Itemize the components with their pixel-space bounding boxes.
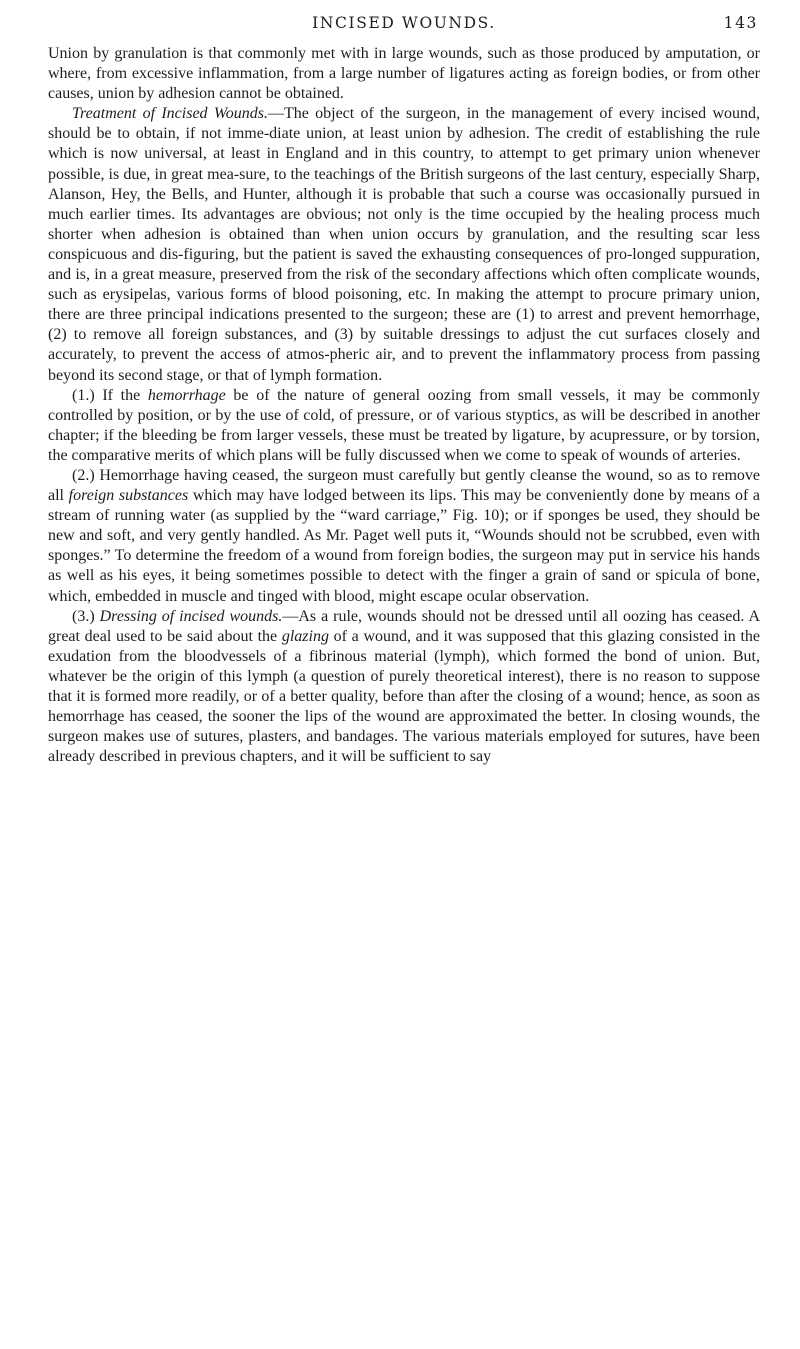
paragraph-text: be of the nature of general oozing from small vessels, it may be commonly controlled by position, or by the use of cold, of pressure, or of various styptics, as will be described in another chapter; if the bleeding be from larger vessels, these must be treated by ligature, by acupressure, or by torsion, the comparative merits of which plans will be fully discussed when we come to speak of wounds of arteries.: [48, 386, 760, 464]
page-number: 143: [723, 14, 758, 32]
paragraph-lead: (3.): [72, 607, 100, 625]
paragraph-text: —The object of the surgeon, in the management of every incised wound, should be to obtain, if not imme-diate union, at least union by adhesion. The credit of establishing the rule which is now universal, at least in England and in this country, to attempt to get primary union whenever possible, is due, in great mea-sure, to the teachings of the British surgeons of the last century, especially Sharp, Alanson, Hey, the Bells, and Hunter, although it is probable that such a course was occasionally pursued in much earlier times. Its advantages are obvious; not only is the time occupied by the healing process much shorter when adhesion is obtained than when union occurs by granulation, and the resulting scar less conspicuous and dis-figuring, but the patient is saved the exhausting consequences of pro-longed suppuration, and is, in a great measure, preserved from the risk of the secondary affections which often complicate wounds, such as erysipelas, various forms of blood poisoning, etc. In making the attempt to procure primary union, there are three principal indications presented to the surgeon; these are (1) to arrest and prevent hemorrhage, (2) to remove all foreign substances, and (3) by suitable dressings to adjust the cut surfaces closely and accurately, to prevent the access of atmos-pheric air, and to prevent the inflammatory process from passing beyond its second stage, or that of lymph formation.: [48, 105, 760, 384]
running-head: [48, 14, 760, 38]
paragraph-lead: (2.) Hemorrhage having ceased, the surgeon must carefully but gently cleanse the wound, so as to remove all: [48, 466, 760, 505]
body-text: [48, 44, 760, 767]
paragraph-text: Union by granulation is that commonly met with in large wounds, such as those produced by amputation, or where, from excessive inflammation, from a large number of ligatures acting as foreign bodies, or from other causes, union by adhesion cannot be obtained.: [48, 45, 760, 103]
emphasis-term: hemorrhage: [147, 386, 226, 404]
emphasis-term: foreign substances: [68, 487, 189, 505]
paragraph-lead: (1.) If the: [72, 386, 148, 404]
paragraph-text: of a wound, and it was supposed that this glazing consisted in the exudation from the bloodvessels of a fibrinous material (lymph), which formed the bond of union. But, whatever be the origin of this lymph (a question of purely theoretical interest), there is no reason to suppose that it is formed more readily, or of a better quality, before than after the closing of a wound; hence, as soon as hemorrhage has ceased, the sooner the lips of the wound are approximated the better. In closing wounds, the surgeon makes use of sutures, plasters, and bandages. The various materials employed for sutures, have been already described in previous chapters, and it will be sufficient to say: [48, 627, 761, 766]
paragraph-hemorrhage: [48, 386, 760, 466]
paragraph-text: which may have lodged between its lips. This may be conveniently done by means of a stream of running water (as supplied by the “ward carriage,” Fig. 10); or if sponges be used, they should be new and soft, and very gently handled. As Mr. Paget well puts it, “Wounds should not be scrubbed, even with sponges.” To determine the freedom of a wound from foreign bodies, the surgeon may put in service his hands as well as his eyes, it being sometimes possible to detect with the finger a grain of sand or spicula of bone, which, embedded in muscle and tinged with blood, might escape ocular observation.: [48, 487, 760, 605]
book-page: [48, 14, 760, 767]
emphasis-term: glazing: [281, 627, 329, 645]
paragraph-dressing: [48, 607, 760, 768]
section-heading: Dressing of incised wounds.: [99, 607, 283, 625]
running-head-title: INCISED WOUNDS.: [312, 14, 496, 32]
paragraph-text: —As a rule, wounds should not be dressed until all oozing has ceased. A great deal used to be said about the: [48, 607, 761, 645]
paragraph-treatment: [48, 104, 760, 385]
section-heading: Treatment of Incised Wounds.: [72, 105, 268, 123]
paragraph-foreign-substances: [48, 466, 760, 607]
paragraph-granulation: [48, 44, 760, 104]
